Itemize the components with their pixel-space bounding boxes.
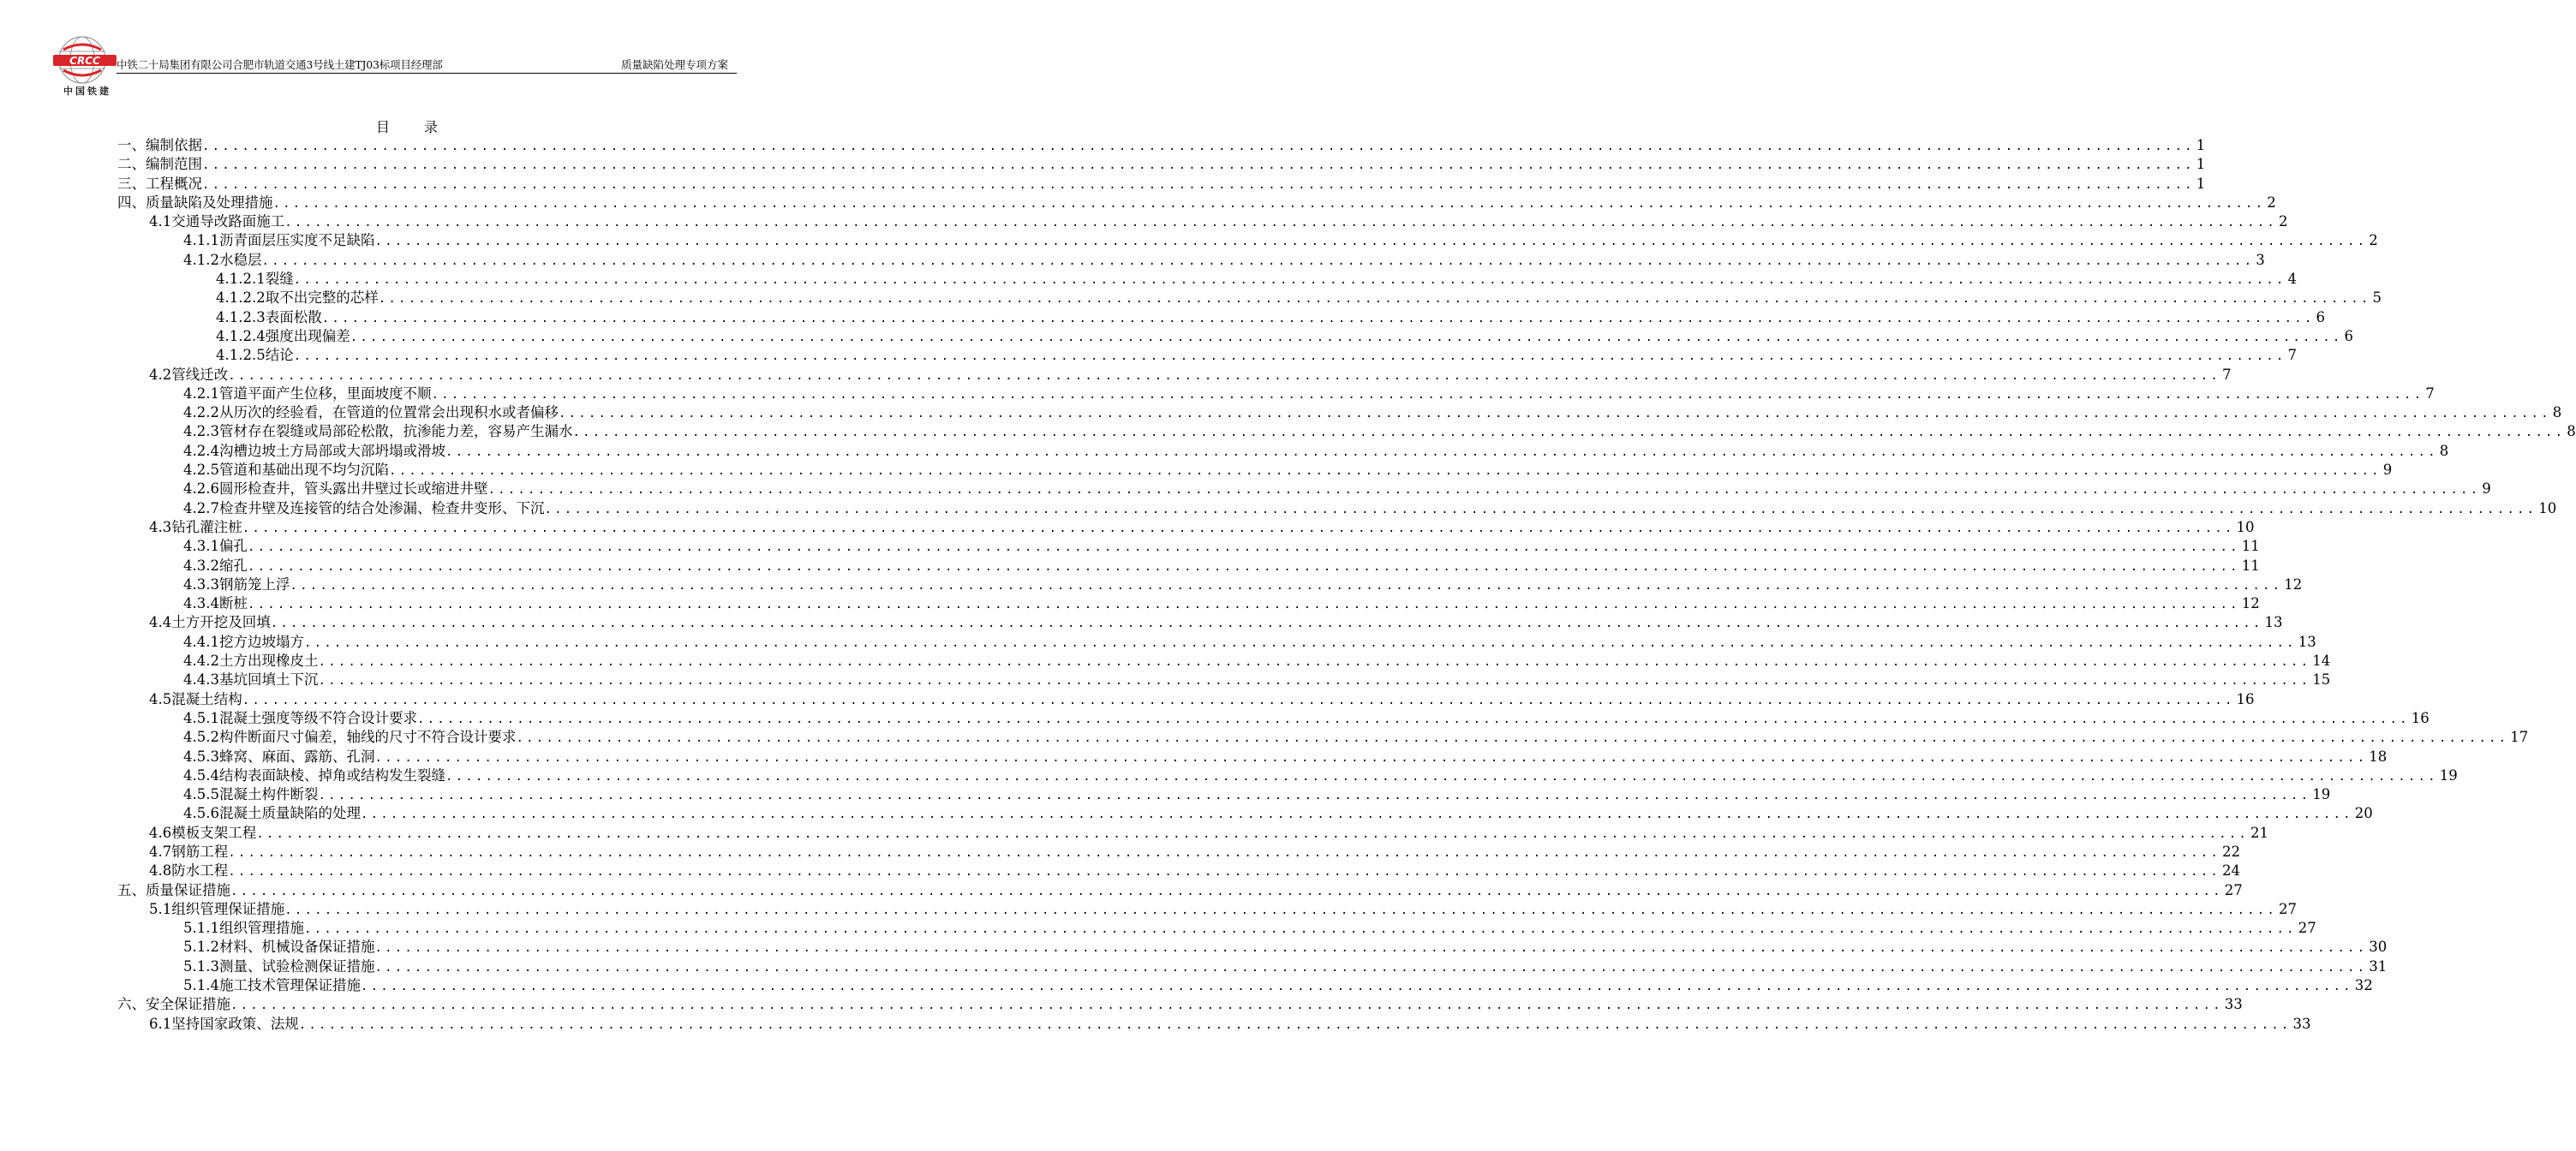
toc-entry-label: 4.2.2从历次的经验看，在管道的位置常会出现积水或者偏移: [183, 404, 559, 421]
toc-entry-page: 8: [2552, 404, 2562, 421]
toc-leader-dots: ........................................................................................................................................................................................................: [261, 253, 2255, 268]
toc-entry-page: 12: [2284, 576, 2303, 593]
toc-entry-label: 一、编制依据: [117, 137, 202, 153]
logo-caption: 中国铁建: [63, 86, 111, 97]
toc-entry[interactable]: [117, 843, 2240, 862]
toc-leader-dots: ........................................................................................................................................................................................................: [247, 598, 2240, 612]
toc-entry-label: 4.1.2水稳层: [183, 251, 262, 268]
toc-entry-label: 4.7钢筋工程: [149, 843, 229, 860]
toc-entry-page: 13: [2264, 614, 2283, 631]
toc-entry[interactable]: [117, 537, 2260, 556]
toc-entry[interactable]: [117, 862, 2240, 880]
toc-entry-label: 4.5.2构件断面尺寸偏差，轴线的尺寸不符合设计要求: [183, 729, 517, 746]
toc-entry-page: 8: [2439, 442, 2449, 459]
header-organization: 中铁二十局集团有限公司合肥市轨道交通3号线土建TJ03标项目经理部: [117, 58, 443, 71]
toc-leader-dots: ........................................................................................................................................................................................................: [544, 502, 2537, 516]
toc-entry-label: 六、安全保证措施: [117, 996, 230, 1013]
toc-entry[interactable]: [117, 671, 2331, 689]
toc-entry[interactable]: [117, 613, 2283, 632]
toc-entry-page: 13: [2298, 633, 2316, 650]
toc-leader-dots: ........................................................................................................................................................................................................: [270, 617, 2263, 631]
toc-entry-label: 5.1.3测量、试验检测保证措施: [183, 957, 375, 975]
toc-entry[interactable]: [117, 442, 2449, 461]
toc-entry-label: 4.2.1管道平面产生位移，里面坡度不顺: [183, 385, 432, 402]
toc-entry[interactable]: [117, 748, 2388, 766]
toc-leader-dots: ........................................................................................................................................................................................................: [360, 980, 2353, 994]
toc-entry[interactable]: [117, 403, 2562, 422]
toc-entry[interactable]: [117, 175, 2206, 194]
toc-entry[interactable]: [117, 308, 2325, 327]
toc-entry[interactable]: [117, 824, 2268, 843]
toc-entry-page: 2: [2267, 194, 2276, 211]
toc-title: 目录: [375, 119, 472, 135]
toc-entry-label: 4.3.2缩孔: [183, 557, 248, 574]
toc-leader-dots: ........................................................................................................................................................................................................: [230, 999, 2223, 1013]
toc-entry-page: 33: [2292, 1015, 2311, 1032]
toc-entry[interactable]: [117, 136, 2206, 155]
toc-entry[interactable]: [117, 900, 2297, 919]
toc-entry[interactable]: [117, 709, 2430, 728]
toc-entry[interactable]: [117, 919, 2316, 938]
toc-leader-dots: ........................................................................................................................................................................................................: [318, 789, 2311, 803]
toc-entry-label: 4.4.2土方出现橡皮土: [183, 653, 319, 670]
toc-entry-page: 11: [2241, 557, 2260, 574]
toc-entry[interactable]: [117, 881, 2243, 900]
toc-entry-label: 4.6模板支架工程: [149, 824, 257, 841]
toc-leader-dots: ........................................................................................................................................................................................................: [558, 407, 2551, 421]
toc-leader-dots: ........................................................................................................................................................................................................: [242, 693, 2235, 707]
toc-entry-label: 4.1.1沥青面层压实度不足缺陷: [183, 232, 375, 249]
toc-entry-page: 6: [2316, 308, 2325, 325]
toc-entry[interactable]: [117, 976, 2373, 995]
toc-entry-page: 3: [2256, 251, 2265, 268]
toc-entry[interactable]: [117, 557, 2260, 576]
toc-entry[interactable]: [117, 652, 2331, 671]
toc-entry-label: 5.1.1组织管理措施: [183, 920, 304, 937]
toc-leader-dots: ........................................................................................................................................................................................................: [318, 674, 2311, 689]
toc-entry[interactable]: [117, 346, 2297, 365]
toc-leader-dots: ........................................................................................................................................................................................................: [431, 387, 2424, 402]
toc-entry-label: 4.2管线迁改: [149, 366, 229, 383]
toc-entry[interactable]: [117, 728, 2529, 747]
toc-leader-dots: ........................................................................................................................................................................................................: [202, 140, 2195, 153]
toc-leader-dots: ........................................................................................................................................................................................................: [228, 845, 2220, 860]
toc-entry-page: 19: [2439, 766, 2458, 784]
toc-entry[interactable]: [117, 231, 2378, 250]
toc-entry[interactable]: [117, 957, 2388, 976]
toc-leader-dots: ........................................................................................................................................................................................................: [374, 235, 2368, 249]
toc-entry-label: 三、工程概况: [117, 175, 202, 192]
toc-entry-page: 17: [2510, 729, 2529, 746]
toc-entry-label: 4.1.2.1裂缝: [216, 271, 294, 288]
toc-entry-label: 5.1组织管理保证措施: [149, 900, 285, 917]
toc-entry-page: 33: [2224, 996, 2243, 1013]
toc-leader-dots: ........................................................................................................................................................................................................: [572, 426, 2566, 440]
toc-entry[interactable]: [117, 480, 2491, 498]
toc-entry[interactable]: [117, 422, 2576, 441]
toc-entry-page: 6: [2344, 327, 2353, 344]
toc-entry-page: 10: [2236, 518, 2255, 535]
toc-entry-page: 1: [2196, 137, 2206, 153]
logo-text: CRCC: [69, 55, 100, 67]
header-document-title: 质量缺陷处理专项方案: [620, 58, 728, 71]
toc-entry-page: 27: [2279, 900, 2297, 917]
toc-entry-page: 14: [2312, 653, 2331, 670]
toc-entry-label: 4.2.4沟槽边坡土方局部或大部坍塌或滑坡: [183, 442, 445, 459]
toc-entry-page: 31: [2369, 957, 2388, 975]
toc-entry-label: 4.4.3基坑回填土下沉: [183, 671, 319, 689]
toc-leader-dots: ........................................................................................................................................................................................................: [445, 444, 2438, 459]
toc-entry-label: 4.1.2.2取不出完整的芯样: [216, 289, 379, 307]
toc-entry-label: 4.3.1偏孔: [183, 538, 248, 555]
toc-entry-label: 5.1.2材料、机械设备保证措施: [183, 939, 375, 956]
toc-entry[interactable]: [117, 155, 2206, 174]
toc-entry-page: 27: [2298, 920, 2316, 937]
toc-leader-dots: ........................................................................................................................................................................................................: [487, 483, 2481, 498]
toc-entry-page: 7: [2287, 347, 2297, 364]
toc-entry-page: 5: [2372, 289, 2382, 307]
toc-leader-dots: ........................................................................................................................................................................................................: [378, 292, 2371, 307]
toc-entry-page: 4: [2287, 271, 2297, 288]
toc-entry[interactable]: [117, 804, 2373, 823]
toc-entry-label: 4.2.3管材存在裂缝或局部砼松散，抗渗能力差，容易产生漏水: [183, 423, 573, 440]
toc-entry[interactable]: [117, 366, 2232, 385]
toc-entry[interactable]: [117, 251, 2265, 270]
toc-entry-label: 5.1.4施工技术管理保证措施: [183, 977, 361, 994]
toc-entry-page: 11: [2241, 538, 2260, 555]
toc-entry[interactable]: [117, 690, 2255, 709]
toc-entry-page: 7: [2222, 366, 2232, 383]
toc-entry-page: 30: [2369, 939, 2388, 956]
toc-entry[interactable]: [117, 1015, 2311, 1034]
toc-entry[interactable]: [117, 785, 2331, 804]
toc-entry[interactable]: [117, 633, 2316, 652]
toc-entry[interactable]: [117, 270, 2297, 289]
toc-entry-page: 16: [2411, 709, 2430, 726]
toc-entry-page: 10: [2538, 499, 2557, 516]
toc-entry-page: 9: [2482, 480, 2491, 498]
toc-leader-dots: ........................................................................................................................................................................................................: [284, 216, 2277, 230]
toc-leader-dots: ........................................................................................................................................................................................................: [247, 559, 2240, 574]
toc-leader-dots: ........................................................................................................................................................................................................: [374, 750, 2368, 765]
toc-entry-page: 1: [2196, 175, 2206, 192]
toc-entry[interactable]: [117, 212, 2288, 231]
toc-leader-dots: ........................................................................................................................................................................................................: [445, 769, 2438, 784]
toc-entry[interactable]: [117, 576, 2303, 594]
toc-entry-page: 18: [2369, 748, 2388, 765]
toc-entry-page: 12: [2241, 595, 2260, 612]
toc-leader-dots: ........................................................................................................................................................................................................: [350, 330, 2343, 344]
toc-leader-dots: ........................................................................................................................................................................................................: [516, 731, 2509, 746]
toc-entry[interactable]: [117, 766, 2458, 785]
toc-entry-label: 6.1坚持国家政策、法规: [149, 1015, 299, 1032]
toc-entry-page: 19: [2312, 786, 2331, 803]
toc-entry-label: 4.3.3钢筋笼上浮: [183, 576, 290, 593]
table-of-contents: [117, 136, 2576, 1034]
header-rule: [117, 73, 737, 74]
toc-entry-label: 4.2.6圆形检查井，管头露出井壁过长或缩进井壁: [183, 480, 488, 498]
toc-entry-label: 4.3钻孔灌注桩: [149, 518, 242, 535]
toc-entry-page: 1: [2196, 156, 2206, 173]
toc-entry-page: 22: [2222, 843, 2240, 860]
toc-entry-label: 4.5.1混凝土强度等级不符合设计要求: [183, 709, 417, 726]
toc-entry-label: 四、质量缺陷及处理措施: [117, 194, 273, 211]
toc-leader-dots: ........................................................................................................................................................................................................: [303, 635, 2297, 650]
toc-entry-label: 4.1.2.3表面松散: [216, 308, 322, 325]
toc-leader-dots: ........................................................................................................................................................................................................: [360, 808, 2353, 822]
toc-leader-dots: ........................................................................................................................................................................................................: [228, 865, 2220, 880]
toc-entry[interactable]: [117, 327, 2353, 346]
toc-entry-label: 4.1.2.5结论: [216, 347, 294, 364]
toc-entry[interactable]: [117, 995, 2243, 1014]
crcc-globe-icon: [51, 34, 120, 86]
toc-entry-page: 32: [2354, 977, 2373, 994]
toc-entry-label: 二、编制范围: [117, 156, 202, 173]
toc-entry-label: 4.2.7检查井壁及连接管的结合处渗漏、检查井变形、下沉: [183, 499, 545, 516]
toc-leader-dots: ........................................................................................................................................................................................................: [318, 655, 2311, 670]
toc-entry-label: 4.5混凝土结构: [149, 690, 242, 707]
toc-entry-page: 9: [2382, 462, 2393, 479]
toc-entry[interactable]: [117, 594, 2260, 613]
toc-leader-dots: ........................................................................................................................................................................................................: [202, 158, 2195, 173]
crcc-logo: [51, 34, 120, 99]
toc-entry-label: 4.8防水工程: [149, 862, 229, 880]
toc-leader-dots: ........................................................................................................................................................................................................: [298, 1017, 2292, 1032]
toc-leader-dots: ........................................................................................................................................................................................................: [230, 884, 2223, 898]
toc-entry-label: 4.5.5混凝土构件断裂: [183, 786, 319, 803]
toc-leader-dots: ........................................................................................................................................................................................................: [303, 922, 2297, 937]
toc-entry-page: 2: [2369, 232, 2378, 249]
toc-entry[interactable]: [117, 194, 2276, 212]
toc-entry-label: 4.5.4结构表面缺棱、掉角或结构发生裂缝: [183, 766, 445, 784]
toc-entry[interactable]: [117, 289, 2382, 307]
toc-leader-dots: ........................................................................................................................................................................................................: [416, 712, 2410, 726]
toc-entry[interactable]: [117, 938, 2388, 957]
toc-leader-dots: ........................................................................................................................................................................................................: [388, 464, 2382, 479]
toc-entry[interactable]: [117, 385, 2435, 403]
toc-leader-dots: ........................................................................................................................................................................................................: [374, 960, 2368, 975]
toc-leader-dots: ........................................................................................................................................................................................................: [202, 177, 2195, 192]
toc-entry-page: 15: [2312, 671, 2331, 689]
toc-entry-label: 4.4土方开挖及回填: [149, 614, 271, 631]
toc-entry-label: 4.5.3蜂窝、麻面、露筋、孔洞: [183, 748, 375, 765]
toc-leader-dots: ........................................................................................................................................................................................................: [256, 826, 2249, 841]
toc-entry-label: 4.5.6混凝土质量缺陷的处理: [183, 805, 361, 822]
toc-leader-dots: ........................................................................................................................................................................................................: [247, 540, 2240, 555]
toc-entry-page: 16: [2236, 690, 2255, 707]
toc-leader-dots: ........................................................................................................................................................................................................: [228, 368, 2220, 383]
toc-entry[interactable]: [117, 499, 2557, 518]
toc-entry-page: 20: [2354, 805, 2373, 822]
toc-leader-dots: ........................................................................................................................................................................................................: [284, 903, 2277, 917]
toc-entry-page: 8: [2567, 423, 2576, 440]
toc-entry[interactable]: [117, 518, 2255, 537]
toc-entry-page: 21: [2250, 824, 2268, 841]
toc-entry-label: 4.2.5管道和基础出现不均匀沉陷: [183, 462, 389, 479]
toc-entry-label: 4.1交通导改路面施工: [149, 213, 285, 230]
toc-leader-dots: ........................................................................................................................................................................................................: [290, 578, 2283, 593]
toc-leader-dots: ........................................................................................................................................................................................................: [374, 941, 2368, 956]
toc-leader-dots: ........................................................................................................................................................................................................: [293, 349, 2286, 364]
toc-entry-label: 4.4.1挖方边坡塌方: [183, 633, 304, 650]
toc-entry-label: 4.3.4断桩: [183, 595, 248, 612]
toc-entry-label: 五、质量保证措施: [117, 881, 230, 898]
toc-leader-dots: ........................................................................................................................................................................................................: [321, 311, 2315, 325]
toc-entry-page: 2: [2279, 213, 2288, 230]
page-header: [51, 34, 737, 103]
toc-entry-page: 24: [2222, 862, 2240, 880]
toc-entry-label: 4.1.2.4强度出现偏差: [216, 327, 350, 344]
toc-leader-dots: ........................................................................................................................................................................................................: [293, 273, 2286, 288]
toc-entry-page: 27: [2224, 881, 2243, 898]
toc-leader-dots: ........................................................................................................................................................................................................: [272, 196, 2266, 211]
toc-entry[interactable]: [117, 461, 2393, 480]
toc-entry-page: 7: [2425, 385, 2435, 402]
toc-leader-dots: ........................................................................................................................................................................................................: [242, 521, 2235, 535]
